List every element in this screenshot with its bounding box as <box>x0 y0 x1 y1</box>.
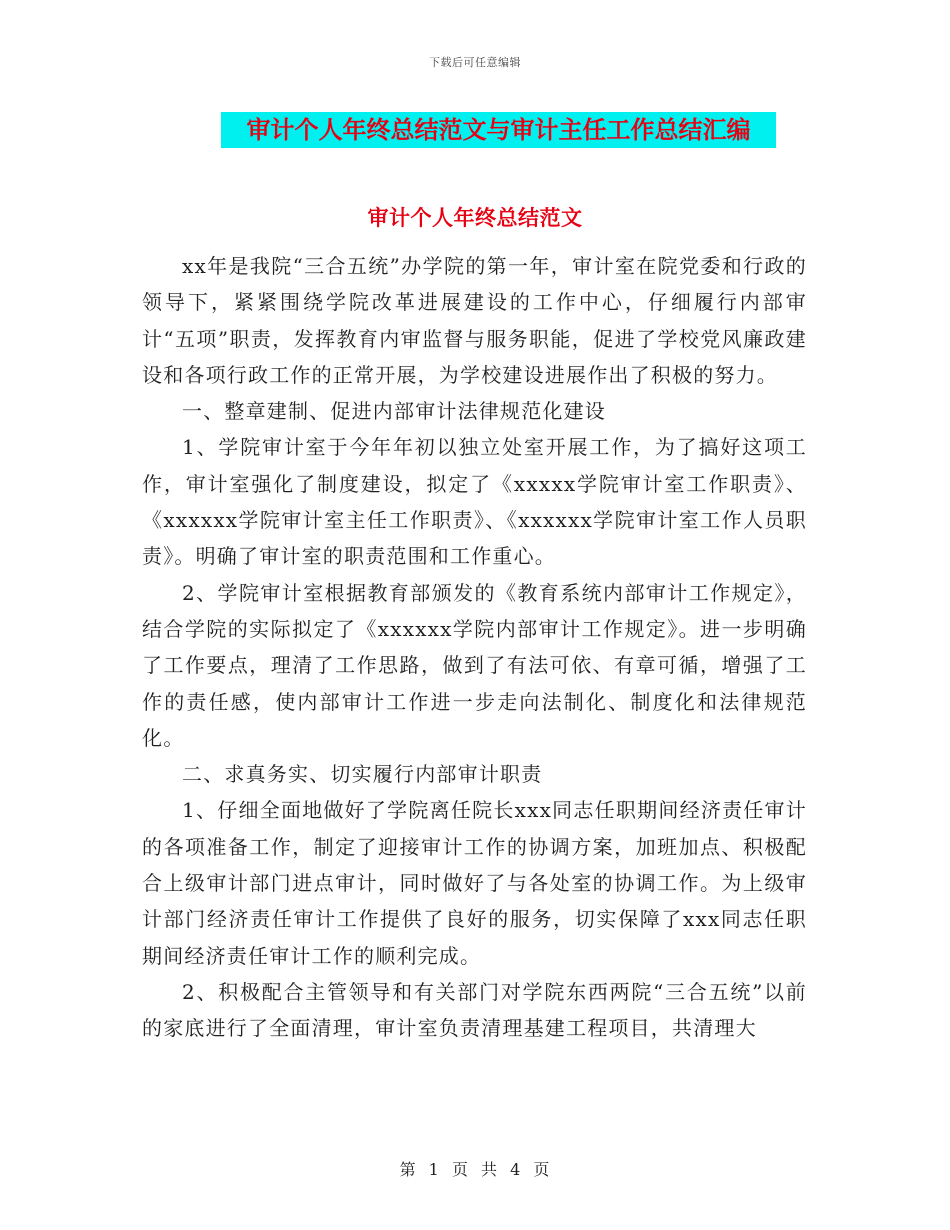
main-title: 审计个人年终总结范文与审计主任工作总结汇编 <box>221 112 776 148</box>
paragraph-2-1: 1、仔细全面地做好了学院离任院长xxx同志任职期间经济责任审计的各项准备工作，制定了迎接审计工作的协调方案，加班加点、积极配合上级审计部门进点审计，同时做好了与各处室的协调工作。为上级审计部门经济责任审计工作提供了良好的服务，切实保障了xxx同志任职期间经济责任审计工作的顺利完成。 <box>142 798 807 968</box>
header-note: 下载后可任意编辑 <box>429 56 521 69</box>
section-title: 审计个人年终总结范文 <box>367 206 583 230</box>
paragraph-intro: xx年是我院“三合五统”办学院的第一年，审计室在院党委和行政的领导下，紧紧围绕学院改革进展建设的工作中心，仔细履行内部审计“五项”职责，发挥教育内审监督与服务职能，促进了学校党风廉政建设和各项行政工作的正常开展，为学校建设进展作出了积极的努力。 <box>142 254 807 387</box>
paragraph-2-2: 2、积极配合主管领导和有关部门对学院东西两院“三合五统”以前的家底进行了全面清理，审计室负责清理基建工程项目，共清理大 <box>142 979 807 1041</box>
document-body <box>142 248 807 1047</box>
paragraph-1-1: 1、学院审计室于今年年初以独立处室开展工作，为了搞好这项工作，审计室强化了制度建设，拟定了《xxxxx学院审计室工作职责》、《xxxxxx学院审计室主任工作职责》、《xxxxxx学院审计室工作人员职责》。明确了审计室的职责范围和工作重心。 <box>142 435 807 569</box>
paragraph-1-2: 2、学院审计室根据教育部颁发的《教育系统内部审计工作规定》，结合学院的实际拟定了《xxxxxx学院内部审计工作规定》。进一步明确了工作要点，理清了工作思路，做到了有法可依、有章可循，增强了工作的责任感，使内部审计工作进一步走向法制化、制度化和法律规范化。 <box>142 580 807 750</box>
heading-section-1: 一、整章建制、促进内部审计法律规范化建设 <box>182 399 606 424</box>
page-number: 第 1 页 共 4 页 <box>399 1160 551 1179</box>
heading-section-2: 二、求真务实、切实履行内部审计职责 <box>182 762 543 787</box>
